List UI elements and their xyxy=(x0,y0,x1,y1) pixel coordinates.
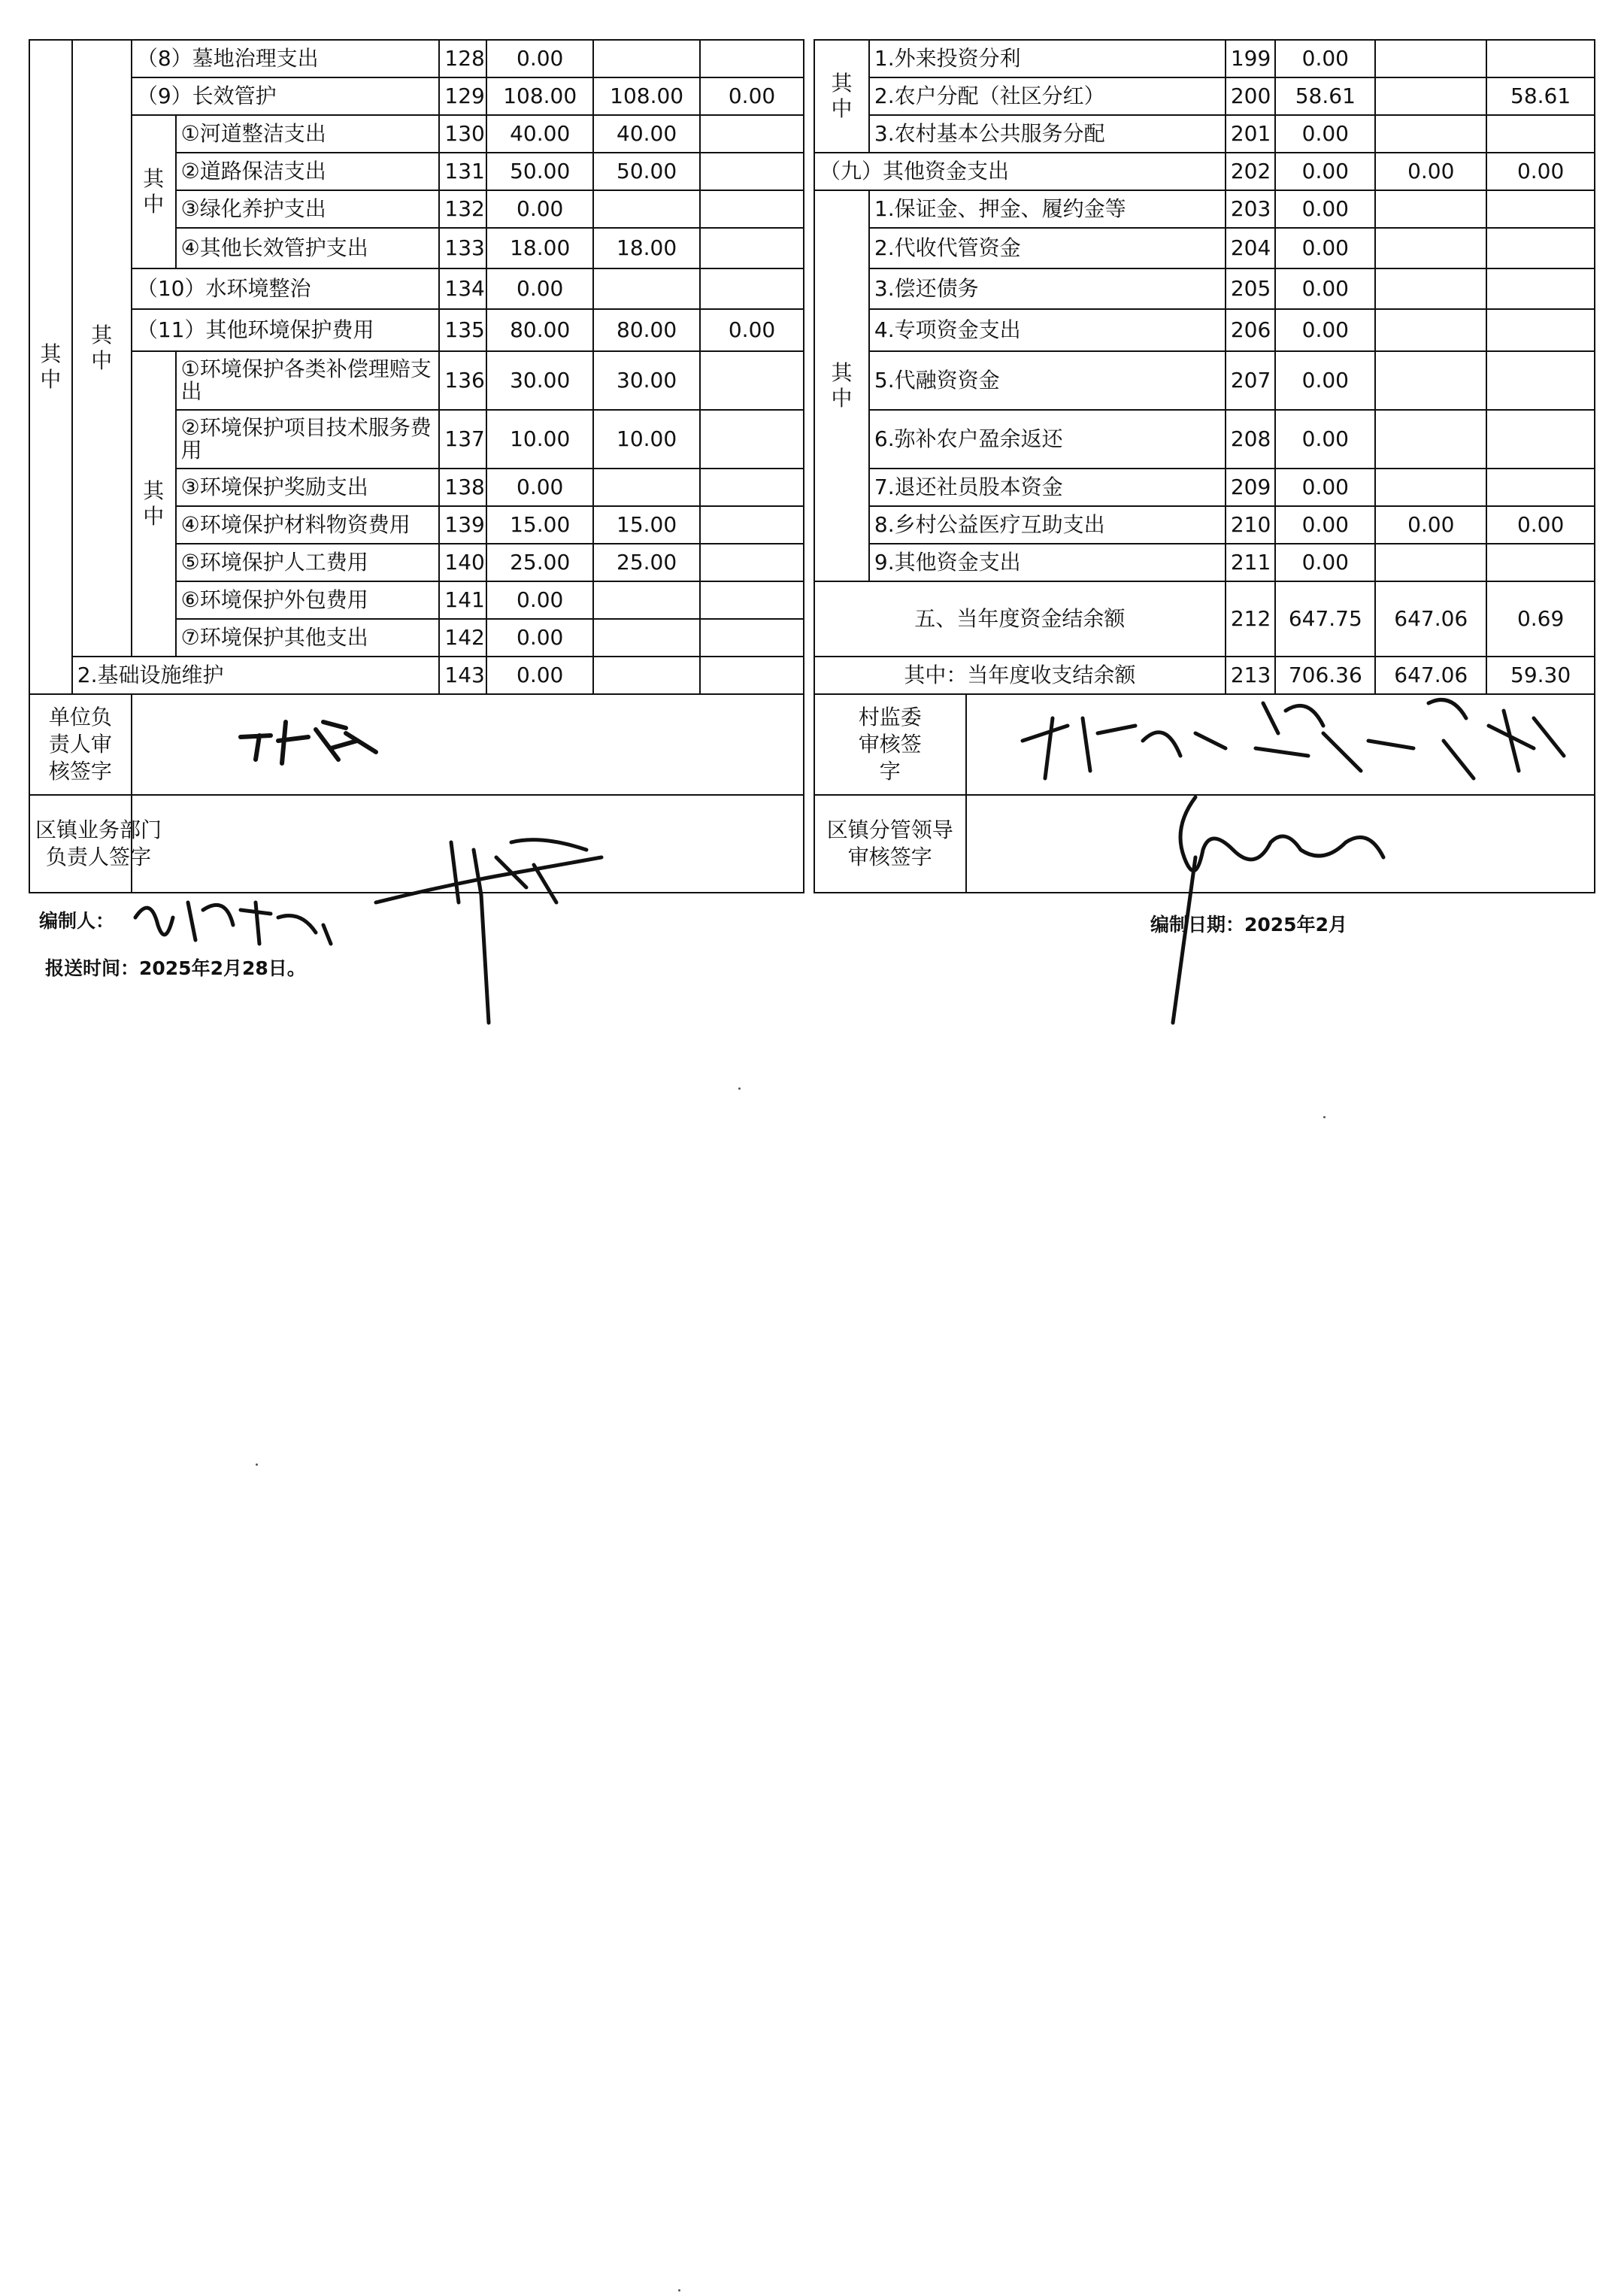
row-value-3 xyxy=(700,469,804,506)
row-label: 1.外来投资分利 xyxy=(869,40,1226,77)
row-value-3 xyxy=(700,190,804,228)
row-value-2: 50.00 xyxy=(593,153,700,190)
right-expense-table xyxy=(814,39,1595,893)
row-code: 199 xyxy=(1226,40,1275,77)
row-value-2: 25.00 xyxy=(593,544,700,581)
row-code: 131 xyxy=(439,153,486,190)
row-code: 139 xyxy=(439,506,486,544)
row-label: （9）长效管护 xyxy=(132,77,440,115)
village-supervisor-signature-area xyxy=(966,694,1595,795)
row-value-1: 706.36 xyxy=(1275,657,1375,694)
row-value-2: 40.00 xyxy=(593,115,700,153)
row-code: 208 xyxy=(1226,410,1275,469)
row-value-1: 0.00 xyxy=(1275,506,1375,544)
row-value-3 xyxy=(700,544,804,581)
row-value-2 xyxy=(1375,40,1486,77)
row-value-2: 0.00 xyxy=(1375,506,1486,544)
row-label: 3.农村基本公共服务分配 xyxy=(869,115,1226,153)
row-code: 204 xyxy=(1226,228,1275,268)
row-value-1: 0.00 xyxy=(486,619,593,657)
row-label: 1.保证金、押金、履约金等 xyxy=(869,190,1226,228)
row-value-3: 0.00 xyxy=(700,77,804,115)
row-value-2 xyxy=(1375,410,1486,469)
row-value-3 xyxy=(1486,190,1595,228)
row-value-3 xyxy=(700,506,804,544)
row-label: （8）墓地治理支出 xyxy=(132,40,440,77)
scan-speck xyxy=(1323,1116,1326,1118)
row-label: 5.代融资资金 xyxy=(869,351,1226,410)
row-value-1: 0.00 xyxy=(1275,115,1375,153)
row-value-2 xyxy=(593,268,700,309)
row-code: 142 xyxy=(439,619,486,657)
row-value-1: 18.00 xyxy=(486,228,593,268)
row-label: （11）其他环境保护费用 xyxy=(132,309,440,351)
district-leader-signature-area xyxy=(966,795,1595,893)
unit-head-label: 单位负责人审核签字 xyxy=(29,694,132,795)
row-value-1: 0.00 xyxy=(1275,40,1375,77)
row-value-1: 15.00 xyxy=(486,506,593,544)
row-label: ⑦环境保护其他支出 xyxy=(176,619,440,657)
row-value-1: 80.00 xyxy=(486,309,593,351)
row-value-3 xyxy=(1486,544,1595,581)
compiler-label: 编制人： xyxy=(39,910,115,932)
row-value-2 xyxy=(1375,351,1486,410)
row-value-1: 108.00 xyxy=(486,77,593,115)
row-label: 4.专项资金支出 xyxy=(869,309,1226,351)
row-label: 7.退还社员股本资金 xyxy=(869,469,1226,506)
group-label-inner: 其中 xyxy=(132,115,176,268)
row-label: 2.农户分配（社区分红） xyxy=(869,77,1226,115)
row-value-3 xyxy=(700,268,804,309)
row-value-3 xyxy=(700,351,804,410)
row-value-1: 0.00 xyxy=(1275,190,1375,228)
row-value-3: 0.00 xyxy=(700,309,804,351)
row-value-3: 59.30 xyxy=(1486,657,1595,694)
row-value-3 xyxy=(700,115,804,153)
submit-time: 报送时间：2025年2月28日。 xyxy=(45,957,306,979)
row-value-1: 0.00 xyxy=(1275,228,1375,268)
row-label: （九）其他资金支出 xyxy=(814,153,1226,190)
row-value-1: 647.75 xyxy=(1275,581,1375,657)
row-value-3 xyxy=(1486,351,1595,410)
row-label: 2.代收代管资金 xyxy=(869,228,1226,268)
row-value-3 xyxy=(700,153,804,190)
unit-head-signature-area xyxy=(132,694,804,795)
row-value-2: 10.00 xyxy=(593,410,700,469)
group-label-distribution: 其中 xyxy=(814,40,869,153)
row-label: 五、当年度资金结余额 xyxy=(814,581,1226,657)
row-code: 211 xyxy=(1226,544,1275,581)
row-value-3 xyxy=(700,40,804,77)
row-value-1: 0.00 xyxy=(486,268,593,309)
row-label: ①环境保护各类补偿理赔支出 xyxy=(176,351,440,410)
scan-speck xyxy=(738,1087,741,1090)
row-label: 3.偿还债务 xyxy=(869,268,1226,309)
row-label: 9.其他资金支出 xyxy=(869,544,1226,581)
row-value-2 xyxy=(1375,77,1486,115)
row-value-1: 30.00 xyxy=(486,351,593,410)
row-code: 134 xyxy=(439,268,486,309)
row-code: 213 xyxy=(1226,657,1275,694)
row-value-2 xyxy=(593,657,700,694)
group-label-inner: 其中 xyxy=(132,351,176,657)
row-value-1: 58.61 xyxy=(1275,77,1375,115)
row-value-2: 647.06 xyxy=(1375,657,1486,694)
row-value-2 xyxy=(1375,190,1486,228)
row-value-2 xyxy=(1375,544,1486,581)
row-value-3 xyxy=(1486,410,1595,469)
district-dept-signature-area xyxy=(132,795,804,893)
row-value-2: 15.00 xyxy=(593,506,700,544)
row-value-3 xyxy=(700,619,804,657)
row-value-3: 0.00 xyxy=(1486,153,1595,190)
group-label-middle: 其中 xyxy=(72,40,132,657)
row-code: 212 xyxy=(1226,581,1275,657)
row-value-2: 18.00 xyxy=(593,228,700,268)
row-code: 209 xyxy=(1226,469,1275,506)
row-value-1: 40.00 xyxy=(486,115,593,153)
row-code: 210 xyxy=(1226,506,1275,544)
row-code: 141 xyxy=(439,581,486,619)
row-code: 130 xyxy=(439,115,486,153)
row-code: 205 xyxy=(1226,268,1275,309)
row-label: （10）水环境整治 xyxy=(132,268,440,309)
district-leader-label: 区镇分管领导审核签字 xyxy=(814,795,966,893)
row-value-1: 25.00 xyxy=(486,544,593,581)
row-code: 128 xyxy=(439,40,486,77)
row-value-3 xyxy=(1486,469,1595,506)
left-expense-table xyxy=(29,39,804,893)
row-value-1: 0.00 xyxy=(486,657,593,694)
row-code: 143 xyxy=(439,657,486,694)
row-label: ②道路保洁支出 xyxy=(176,153,440,190)
row-value-1: 0.00 xyxy=(486,190,593,228)
group-label-outer: 其中 xyxy=(29,40,72,694)
row-value-1: 0.00 xyxy=(1275,351,1375,410)
row-value-3 xyxy=(1486,40,1595,77)
row-label: ⑤环境保护人工费用 xyxy=(176,544,440,581)
row-value-2 xyxy=(593,40,700,77)
row-value-3 xyxy=(700,228,804,268)
row-value-2 xyxy=(593,190,700,228)
row-label: 其中：当年度收支结余额 xyxy=(814,657,1226,694)
scan-speck xyxy=(678,2289,680,2291)
row-value-3: 58.61 xyxy=(1486,77,1595,115)
row-code: 202 xyxy=(1226,153,1275,190)
row-label: ①河道整洁支出 xyxy=(176,115,440,153)
row-value-2 xyxy=(593,581,700,619)
row-label: ③绿化养护支出 xyxy=(176,190,440,228)
row-value-3 xyxy=(1486,115,1595,153)
row-value-2 xyxy=(1375,268,1486,309)
row-value-2 xyxy=(593,619,700,657)
row-code: 203 xyxy=(1226,190,1275,228)
row-value-3 xyxy=(1486,228,1595,268)
district-dept-label: 区镇业务部门负责人签字 xyxy=(29,795,132,893)
row-value-1: 0.00 xyxy=(486,40,593,77)
row-value-1: 0.00 xyxy=(1275,309,1375,351)
scan-speck xyxy=(256,1463,258,1466)
row-code: 137 xyxy=(439,410,486,469)
village-supervisor-label: 村监委审核签字 xyxy=(814,694,966,795)
row-label: ③环境保护奖励支出 xyxy=(176,469,440,506)
row-value-2 xyxy=(1375,309,1486,351)
row-code: 135 xyxy=(439,309,486,351)
row-value-3 xyxy=(700,581,804,619)
row-value-2: 30.00 xyxy=(593,351,700,410)
row-value-3: 0.69 xyxy=(1486,581,1595,657)
row-value-2 xyxy=(1375,228,1486,268)
row-label: 8.乡村公益医疗互助支出 xyxy=(869,506,1226,544)
row-value-1: 10.00 xyxy=(486,410,593,469)
row-value-1: 0.00 xyxy=(1275,268,1375,309)
compiler-signature xyxy=(128,887,353,955)
row-label: ⑥环境保护外包费用 xyxy=(176,581,440,619)
row-value-2: 80.00 xyxy=(593,309,700,351)
row-label: ④其他长效管护支出 xyxy=(176,228,440,268)
row-label: 6.弥补农户盈余返还 xyxy=(869,410,1226,469)
row-value-1: 0.00 xyxy=(1275,153,1375,190)
row-code: 136 xyxy=(439,351,486,410)
row-value-3: 0.00 xyxy=(1486,506,1595,544)
row-value-2: 108.00 xyxy=(593,77,700,115)
row-code: 206 xyxy=(1226,309,1275,351)
row-value-1: 0.00 xyxy=(486,469,593,506)
row-value-3 xyxy=(700,657,804,694)
row-code: 132 xyxy=(439,190,486,228)
row-code: 200 xyxy=(1226,77,1275,115)
row-code: 140 xyxy=(439,544,486,581)
row-label: ②环境保护项目技术服务费用 xyxy=(176,410,440,469)
row-code: 207 xyxy=(1226,351,1275,410)
row-value-1: 0.00 xyxy=(486,581,593,619)
row-value-3 xyxy=(700,410,804,469)
row-value-3 xyxy=(1486,268,1595,309)
compile-date: 编制日期：2025年2月 xyxy=(1150,914,1347,936)
row-code: 129 xyxy=(439,77,486,115)
row-code: 201 xyxy=(1226,115,1275,153)
row-value-2 xyxy=(593,469,700,506)
row-value-1: 50.00 xyxy=(486,153,593,190)
row-label: 2.基础设施维护 xyxy=(72,657,440,694)
group-label-other-funds: 其中 xyxy=(814,190,869,581)
row-value-2: 0.00 xyxy=(1375,153,1486,190)
row-label: ④环境保护材料物资费用 xyxy=(176,506,440,544)
row-value-3 xyxy=(1486,309,1595,351)
row-value-1: 0.00 xyxy=(1275,469,1375,506)
row-value-1: 0.00 xyxy=(1275,544,1375,581)
row-value-2: 647.06 xyxy=(1375,581,1486,657)
row-code: 138 xyxy=(439,469,486,506)
row-value-2 xyxy=(1375,469,1486,506)
row-value-1: 0.00 xyxy=(1275,410,1375,469)
row-code: 133 xyxy=(439,228,486,268)
row-value-2 xyxy=(1375,115,1486,153)
